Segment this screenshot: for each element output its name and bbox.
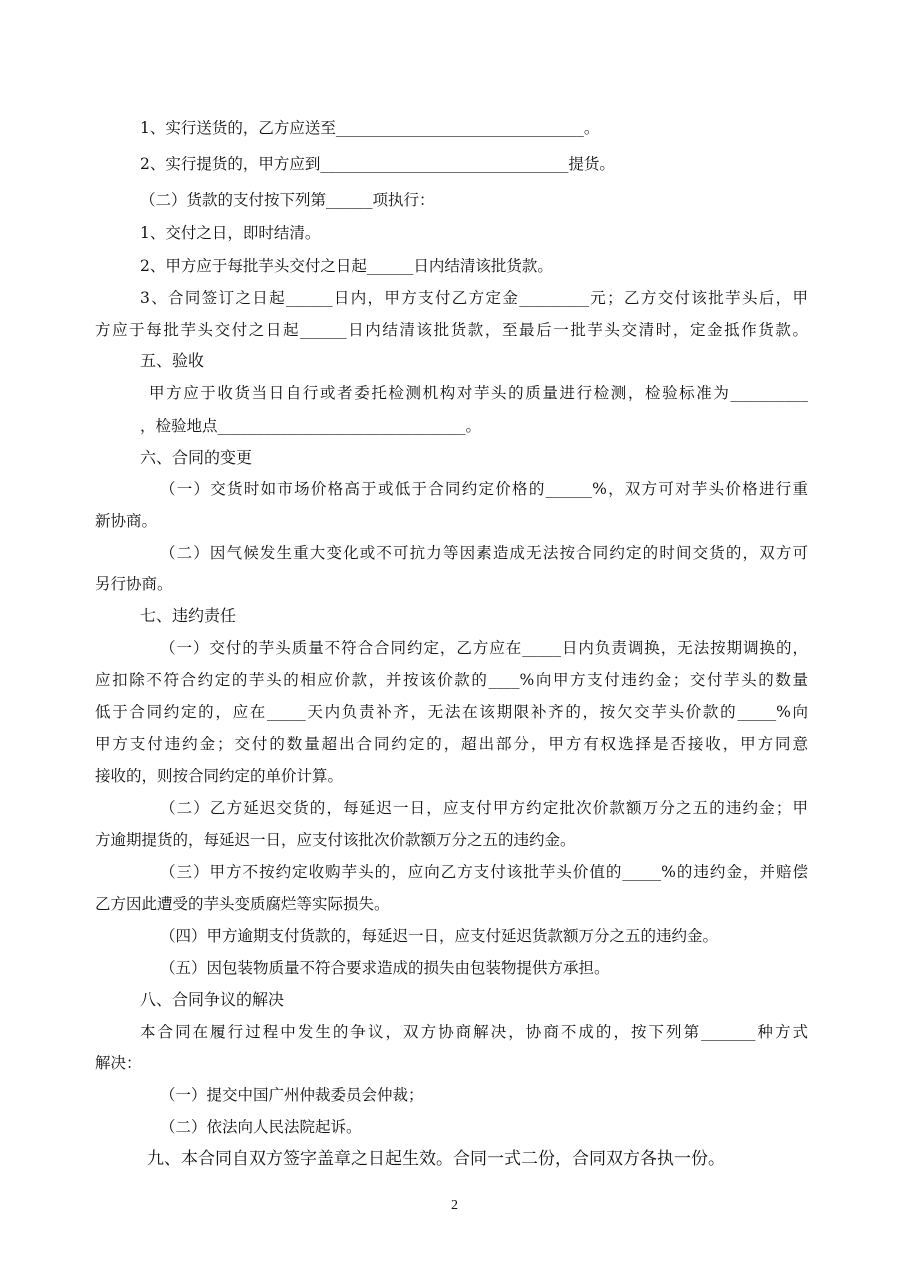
section-heading-disputes: 八、合同争议的解决 (140, 990, 285, 1009)
clause-line: （二）货款的支付按下列第______项执行： (140, 191, 435, 209)
clause-line: ，检验地点________________________________。 (140, 417, 482, 435)
clause-line: 本合同在履行过程中发生的争议，双方协商解决，协商不成的，按下列第_______种方式 (140, 1023, 808, 1041)
clause-line: 应扣除不符合约定的芋头的相应价款，并按该价款的____%向甲方支付违约金；交付芋头的数量 (95, 671, 808, 689)
clause-line: （一）提交中国广州仲裁委员会仲裁； (160, 1086, 424, 1104)
clause-line: 2、实行提货的，甲方应到________________________________提货。 (140, 155, 615, 173)
section-heading-effectiveness: 九、本合同自双方签字盖章之日起生效。合同一式二份，合同双方各执一份。 (147, 1149, 725, 1169)
clause-line: （三）甲方不按约定收购芋头的，应向乙方支付该批芋头价值的_____%的违约金，并赔偿 (160, 863, 808, 881)
section-heading-changes: 六、合同的变更 (140, 448, 253, 467)
clause-line: 1、交付之日，即时结清。 (140, 224, 321, 242)
clause-line: 甲方应于收货当日自行或者委托检测机构对芋头的质量进行检测，检验标准为__________ (149, 384, 808, 402)
clause-line: 低于合同约定的，应在_____天内负责补齐，无法在该期限补齐的，按欠交芋头价款的_____%向 (95, 703, 808, 721)
clause-line: 方逾期提货的，每延迟一日，应支付该批次价款额万分之五的违约金。 (95, 831, 576, 849)
clause-line: （五）因包装物质量不符合要求造成的损失由包装物提供方承担。 (160, 959, 610, 977)
section-heading-liability: 七、违约责任 (140, 606, 237, 625)
clause-line: 接收的，则按合同约定的单价计算。 (95, 767, 344, 785)
clause-line: 甲方支付违约金；交付的数量超出合同约定的，超出部分，甲方有权选择是否接收，甲方同意 (95, 735, 808, 753)
clause-line: 2、甲方应于每批芋头交付之日起______日内结清该批货款。 (140, 257, 553, 275)
clause-line: （四）甲方逾期支付货款的，每延迟一日，应支付延迟货款额万分之五的违约金。 (160, 927, 719, 945)
clause-line: （一）交货时如市场价格高于或低于合同约定价格的______%，双方可对芋头价格进行重 (160, 480, 808, 498)
clause-line: 新协商。 (95, 512, 158, 530)
clause-line: 另行协商。 (95, 575, 173, 593)
page-number: 2 (451, 1198, 458, 1213)
clause-line: （二）乙方延迟交货的，每延迟一日，应支付甲方约定批次价款额万分之五的违约金；甲 (160, 799, 808, 817)
clause-line: 1、实行送货的，乙方应送至________________________________。 (140, 119, 600, 137)
clause-line: 乙方因此遭受的芋头变质腐烂等实际损失。 (95, 895, 390, 913)
section-heading-acceptance: 五、验收 (140, 351, 205, 370)
clause-line: 3、合同签订之日起______日内，甲方支付乙方定金_________元；乙方交付该批芋头后，甲 (140, 289, 808, 307)
clause-line: （二）因气候发生重大变化或不可抗力等因素造成无法按合同约定的时间交货的，双方可 (160, 544, 808, 562)
clause-line: 方应于每批芋头交付之日起______日内结清该批货款，至最后一批芋头交清时，定金抵作货款。 (95, 321, 808, 339)
clause-line: 解决： (95, 1054, 142, 1072)
clause-line: （一）交付的芋头质量不符合合同约定，乙方应在_____日内负责调换，无法按期调换的， (160, 639, 808, 657)
clause-line: （二）依法向人民法院起诉。 (160, 1118, 362, 1136)
